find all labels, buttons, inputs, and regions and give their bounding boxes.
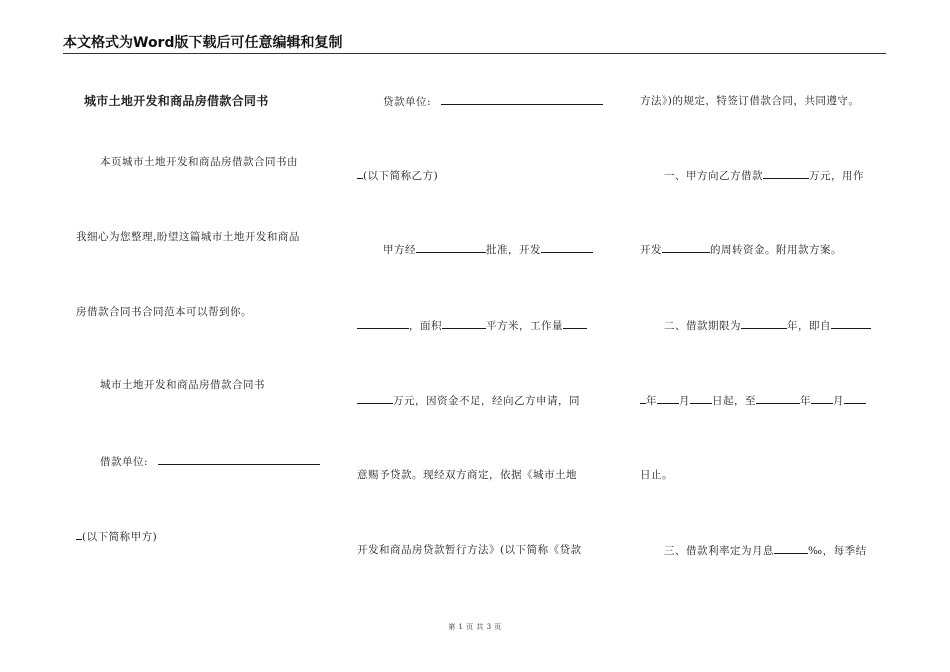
clause-2-dates-line — [640, 393, 866, 408]
funding-text: 万元，因资金不足，经向乙方申请，同 — [393, 395, 580, 407]
clause-1-cont-line — [640, 242, 842, 257]
amount-blank[interactable] — [357, 393, 393, 404]
lender-label: 贷款单位: — [383, 96, 432, 108]
borrower-name-blank[interactable] — [158, 454, 320, 465]
end-day-blank[interactable] — [844, 393, 866, 404]
month-text-2: 月 — [833, 395, 844, 407]
loan-amount-blank[interactable] — [763, 168, 809, 179]
contract-subtitle: 城市土地开发和商品房借款合同书 — [100, 379, 265, 391]
interest-rate-blank[interactable] — [774, 543, 808, 554]
from-to-text: 日起，至 — [712, 395, 756, 407]
page-number: 第 1 页 共 3 页 — [448, 623, 502, 631]
party-a-note: (以下简称甲方) — [82, 531, 158, 543]
workload-blank[interactable] — [563, 318, 587, 329]
intro-line-2: 我细心为您整理,盼望这篇城市土地开发和商品 — [76, 231, 300, 243]
start-day-blank[interactable] — [690, 393, 712, 404]
area-line — [357, 318, 587, 333]
clause-2-end-line: 日止。 — [640, 469, 673, 481]
party-b-line — [357, 168, 438, 183]
clause-2-text-a: 二、借款期限为 — [664, 320, 741, 332]
document-header-banner: 本文格式为Word版下载后可任意编辑和复制 — [63, 35, 343, 51]
clause-3-text-a: 三、借款利率定为月息 — [664, 545, 774, 557]
clause-2-line — [664, 318, 871, 333]
area-text-a: ，面积 — [409, 320, 442, 332]
area-text-b: 平方米，工作量 — [486, 320, 563, 332]
text-column-2 — [357, 0, 607, 672]
borrower-line — [100, 454, 320, 469]
end-year-blank[interactable] — [756, 393, 800, 404]
clause-1-text-a: 一、甲方向乙方借款 — [664, 170, 763, 182]
term-years-blank[interactable] — [741, 318, 787, 329]
clause-1-line — [664, 168, 864, 183]
clause-3-line — [664, 543, 867, 558]
approval-text-b: 批准，开发 — [486, 244, 541, 256]
clause-1-cont-a: 开发 — [640, 244, 662, 256]
agreement-line: 意赐予贷款。现经双方商定，依据《城市土地 — [357, 469, 577, 481]
project-blank[interactable] — [541, 242, 593, 253]
month-text-1: 月 — [679, 395, 690, 407]
regulation-line: 开发和商品房贷款暂行方法》(以下简称《贷款 — [357, 544, 582, 556]
project-name-blank[interactable] — [357, 318, 409, 329]
start-month-blank[interactable] — [657, 393, 679, 404]
start-year-blank[interactable] — [831, 318, 871, 329]
approval-line — [383, 242, 593, 257]
clause-1-cont-b: 的周转资金。附用款方案。 — [710, 244, 842, 256]
clause-1-text-b: 万元，用作 — [809, 170, 864, 182]
party-b-note: (以下简称乙方) — [363, 170, 439, 182]
document-title: 城市土地开发和商品房借款合同书 — [84, 94, 269, 108]
area-blank[interactable] — [442, 318, 486, 329]
party-a-line — [76, 529, 157, 544]
borrower-label: 借款单位: — [100, 456, 149, 468]
development-blank[interactable] — [662, 242, 710, 253]
approval-text-a: 甲方经 — [383, 244, 416, 256]
text-column-1 — [76, 0, 326, 672]
lender-line — [383, 94, 603, 109]
intro-line-3: 房借款合同书合同范本可以帮到你。 — [76, 306, 252, 318]
intro-line-1: 本页城市土地开发和商品房借款合同书由 — [100, 156, 298, 168]
clause-2-text-b: 年，即自 — [787, 320, 831, 332]
regulation-cont-line: 方法》)的规定，特签订借款合同，共同遵守。 — [640, 95, 860, 107]
clause-3-text-b: ‰，每季结 — [808, 545, 867, 557]
text-column-3 — [640, 0, 890, 672]
end-month-blank[interactable] — [811, 393, 833, 404]
year-text-1: 年 — [646, 395, 657, 407]
lender-name-blank[interactable] — [441, 94, 603, 105]
year-text-2: 年 — [800, 395, 811, 407]
approver-blank[interactable] — [416, 242, 486, 253]
funding-line — [357, 393, 580, 408]
